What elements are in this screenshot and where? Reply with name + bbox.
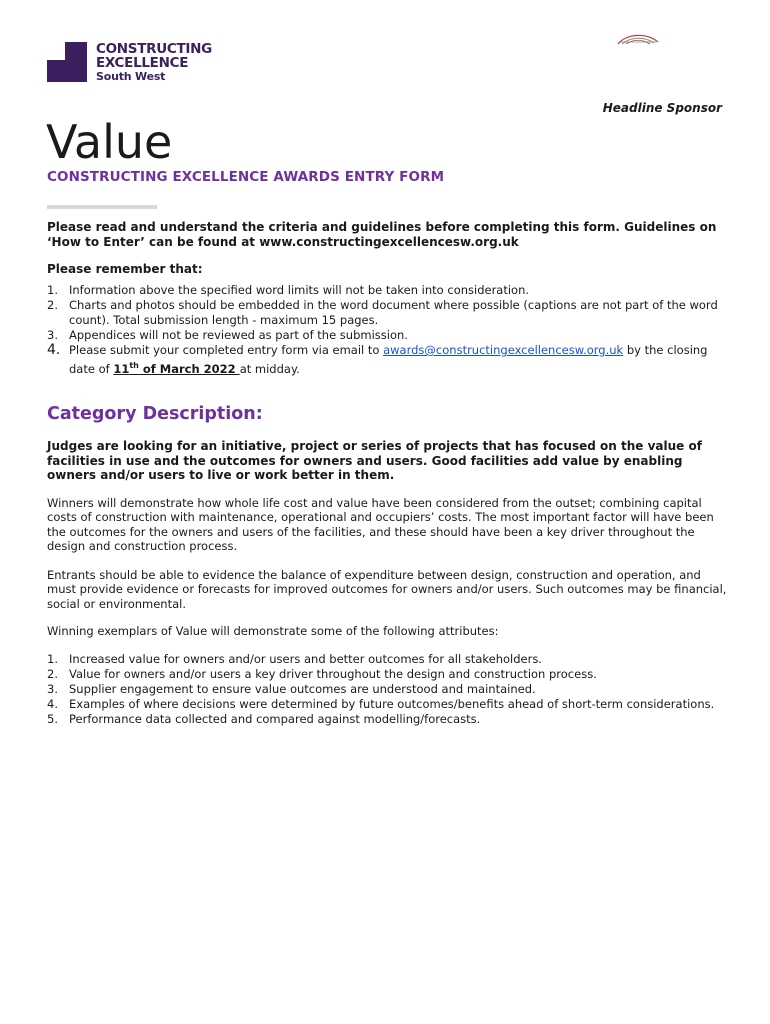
list-text: Appendices will not be reviewed as part of the submission. bbox=[69, 328, 408, 342]
list-text: Charts and photos should be embedded in the word document where possible (captions are not part of the word count). Total submission length - maximum 15 pages. bbox=[69, 298, 718, 327]
list-number: 2. bbox=[47, 298, 58, 312]
list-number: 3. bbox=[47, 682, 58, 696]
list-text: Information above the specified word limits will not be taken into consideration. bbox=[69, 283, 530, 297]
list-item bbox=[47, 298, 737, 328]
remember-heading: Please remember that: bbox=[47, 262, 203, 276]
list-item bbox=[47, 652, 737, 667]
list-item bbox=[47, 712, 737, 727]
attributes-list bbox=[47, 652, 737, 727]
submission-rules-list bbox=[47, 283, 737, 377]
list-number: 4. bbox=[47, 697, 58, 711]
list-number: 1. bbox=[47, 283, 58, 297]
list-number: 5. bbox=[47, 712, 58, 726]
closing-date: 11th of March 2022 bbox=[113, 361, 240, 376]
list-item bbox=[47, 697, 737, 712]
rule4-before: Please submit your completed entry form via email to bbox=[69, 343, 384, 357]
list-item bbox=[47, 343, 737, 377]
list-text: Supplier engagement to ensure value outcomes are understood and maintained. bbox=[69, 682, 536, 696]
rule4-middle: by the closing date of bbox=[69, 343, 708, 376]
category-heading: Category Description: bbox=[47, 404, 263, 424]
page-title: Value bbox=[46, 115, 173, 169]
headline-sponsor-label: Headline Sponsor bbox=[602, 101, 722, 115]
constructing-excellence-logo bbox=[47, 42, 212, 83]
list-number: 3. bbox=[47, 328, 58, 342]
rule4-after: at midday. bbox=[239, 361, 300, 376]
logo-wordmark bbox=[96, 42, 212, 83]
form-subtitle: CONSTRUCTING EXCELLENCE AWARDS ENTRY FORM bbox=[47, 169, 445, 185]
sponsor-logo-icon bbox=[616, 32, 660, 46]
paragraph-entrants: Entrants should be able to evidence the balance of expenditure between design, construction and operation, and must provide evidence or forecasts for improved outcomes for owners and/or users. Such outcomes may be financial, social or environmental. bbox=[47, 568, 727, 611]
logo-square-icon bbox=[47, 42, 87, 82]
judges-text: Judges are looking for an initiative, project or series of projects that has focused on the value of facilities in use and the outcomes for owners and users. Good facilities add value by enabling owners and/or users to live or work better in them. bbox=[47, 439, 702, 482]
list-text: Examples of where decisions were determined by future outcomes/benefits ahead of short-term considerations. bbox=[69, 697, 715, 711]
list-number: 4. bbox=[47, 342, 61, 358]
divider bbox=[47, 205, 157, 209]
list-number: 1. bbox=[47, 652, 58, 666]
logo-line-2: EXCELLENCE bbox=[96, 55, 189, 71]
list-item bbox=[47, 328, 737, 343]
list-item bbox=[47, 682, 737, 697]
list-item bbox=[47, 667, 737, 682]
list-number: 2. bbox=[47, 667, 58, 681]
email-link[interactable]: awards@constructingexcellencesw.org.uk bbox=[383, 343, 624, 357]
list-item bbox=[47, 283, 737, 298]
list-text: Performance data collected and compared against modelling/forecasts. bbox=[69, 712, 481, 726]
logo-line-1: CONSTRUCTING bbox=[96, 41, 212, 57]
intro-text: Please read and understand the criteria and guidelines before completing this form. Guidelines on ‘How to Enter’ can be found at www.constructingexcellencesw.org.uk bbox=[47, 220, 717, 249]
list-text: Increased value for owners and/or users and better outcomes for all stakeholders. bbox=[69, 652, 542, 666]
paragraph-winners: Winners will demonstrate how whole life cost and value have been considered from the outset; combining capital costs of construction with maintenance, operational and occupiers’ costs. The most important factor will have been the outcomes for the owners and users of the facilities, and these should have been a key driver throughout the design and construction process. bbox=[47, 496, 714, 553]
logo-line-3: South West bbox=[96, 70, 166, 83]
list-text: Value for owners and/or users a key driver throughout the design and construction process. bbox=[69, 667, 597, 681]
list-text bbox=[69, 343, 737, 377]
paragraph-exemplars: Winning exemplars of Value will demonstrate some of the following attributes: bbox=[47, 624, 499, 638]
